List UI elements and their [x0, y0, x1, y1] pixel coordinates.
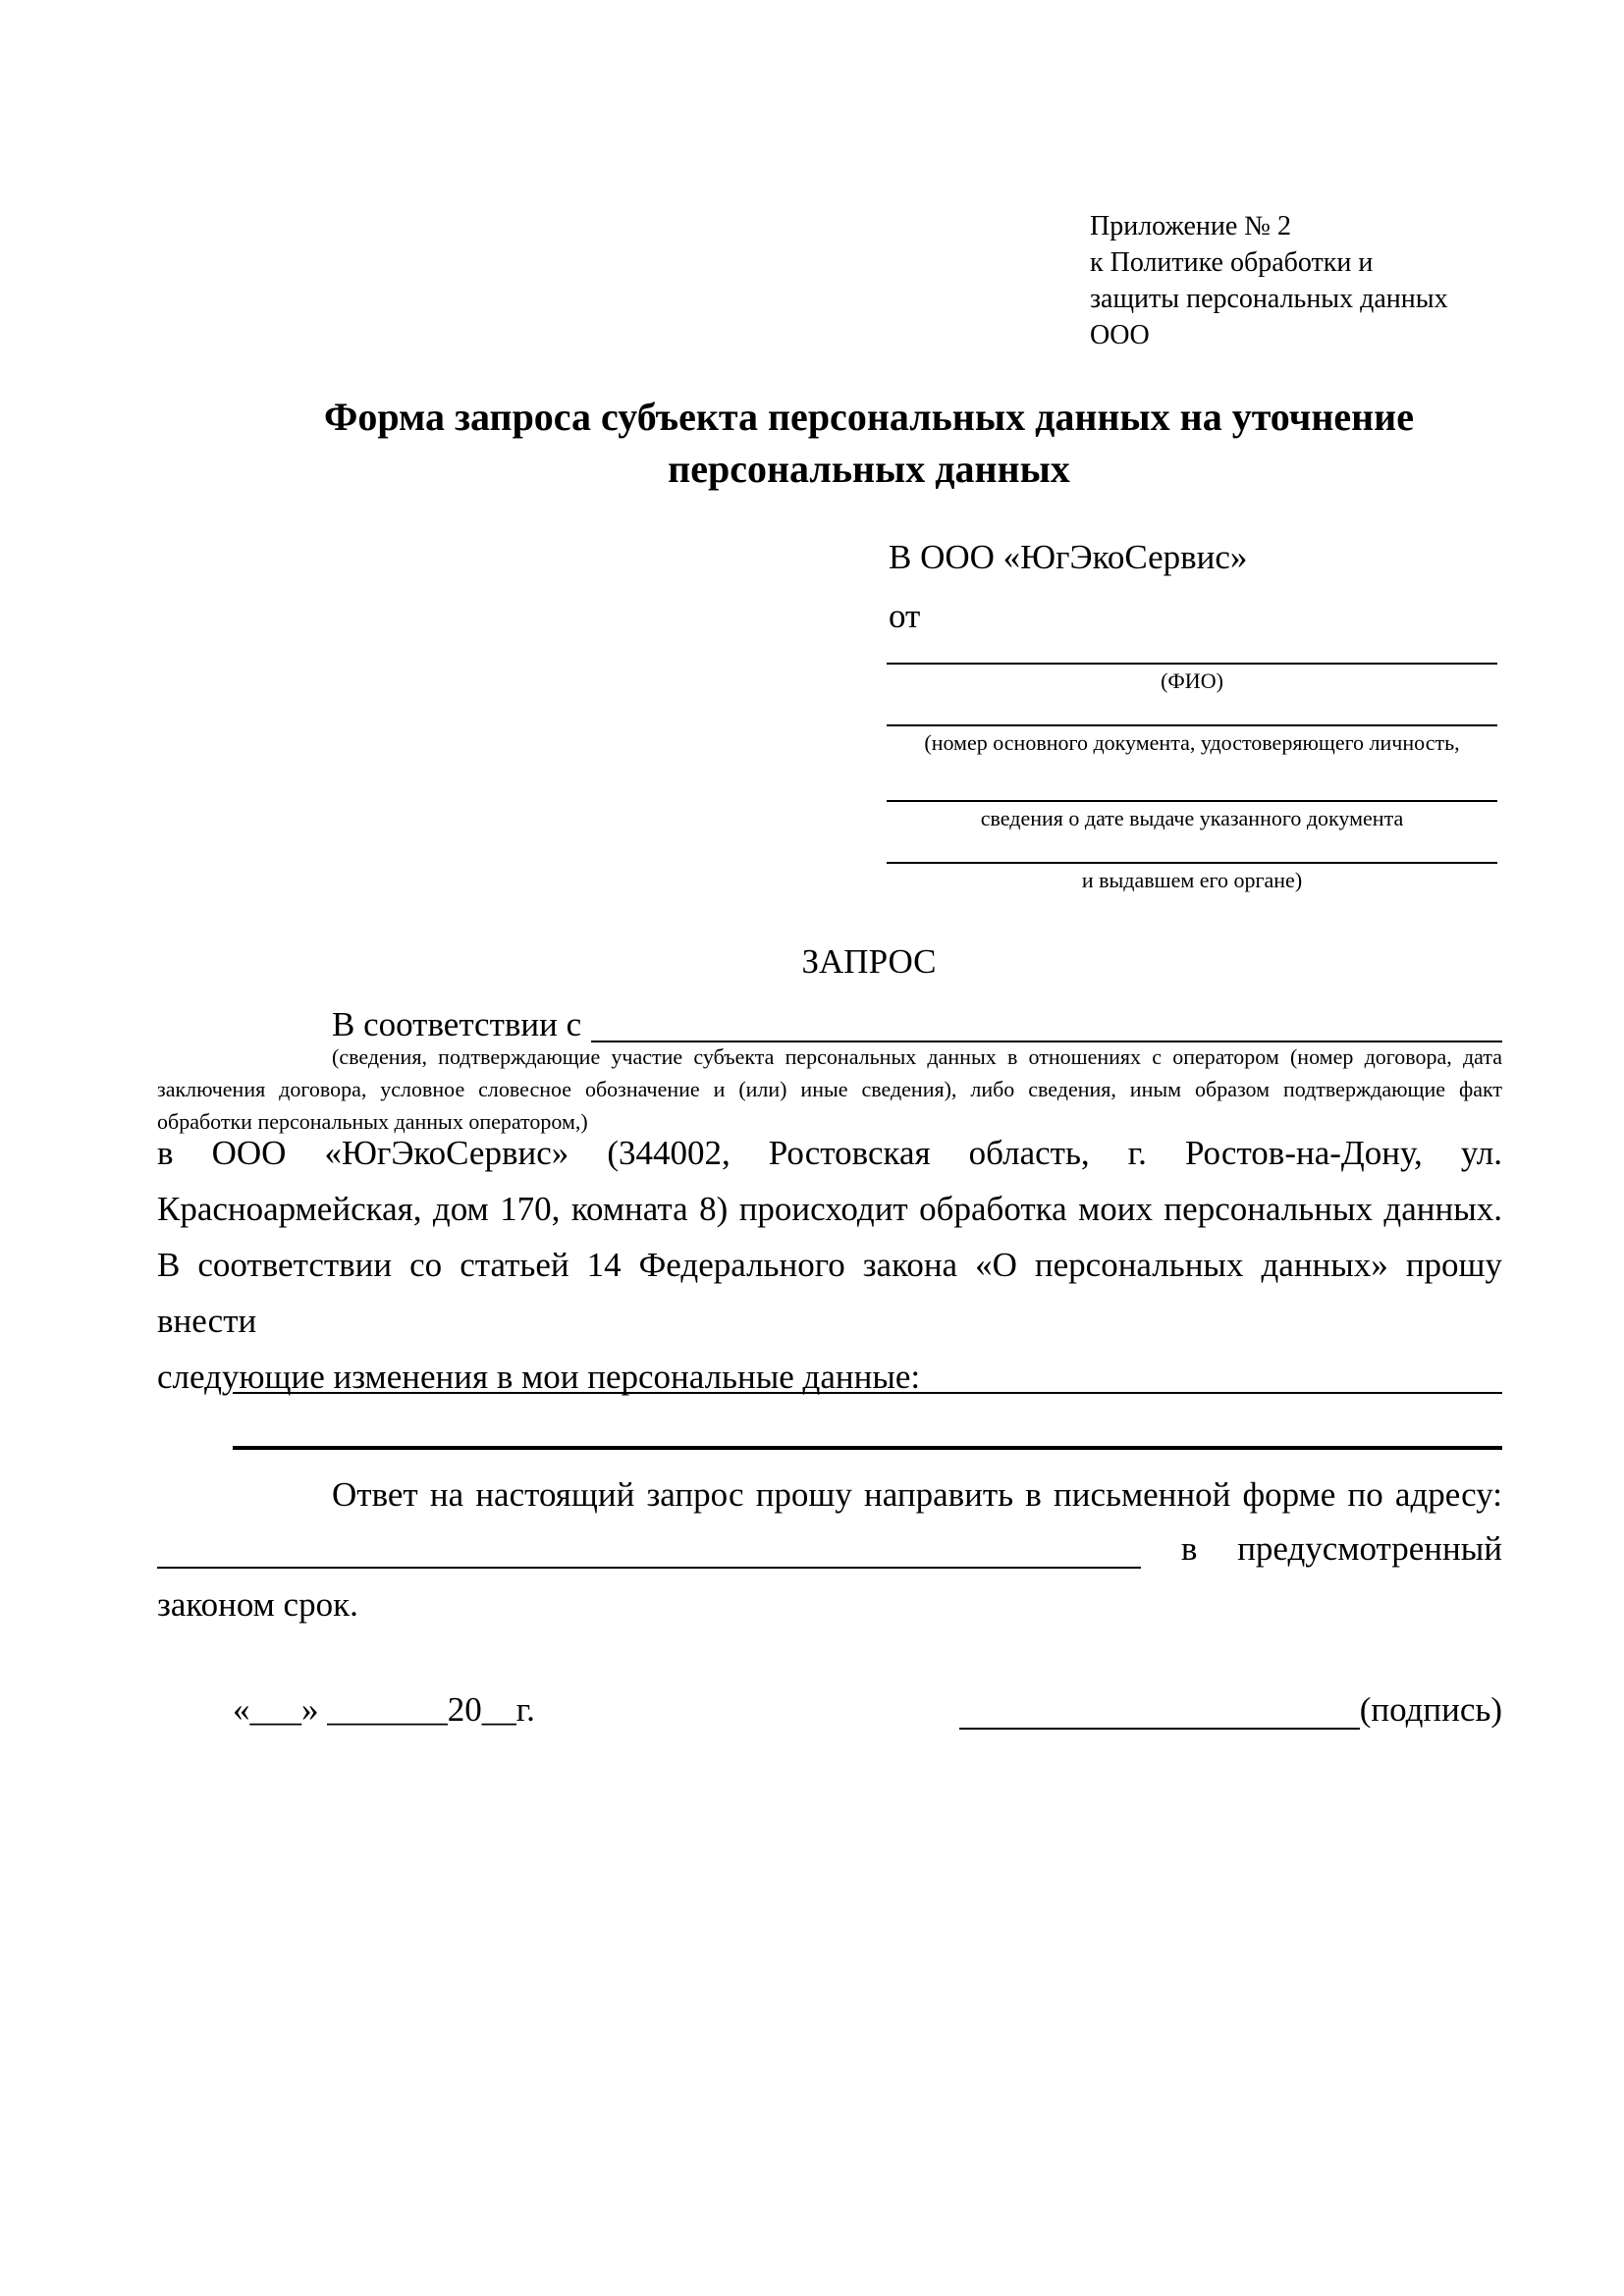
request-body-line: В соответствии со статьей 14 Федерального закона «О персональных данных» прошу внести: [157, 1246, 1502, 1340]
document-number-blank-field: [887, 724, 1497, 756]
addressee-organization: В ООО «ЮгЭкоСервис»: [889, 538, 1248, 576]
changes-blank-line-1: [233, 1392, 1502, 1394]
answer-address-row: [157, 1531, 1502, 1569]
answer-intro: Ответ на настоящий запрос прошу направить в письменной форме по адресу:: [332, 1475, 1502, 1514]
fio-field-caption: (ФИО): [1161, 668, 1223, 693]
date-blank: «___» _______20__г.: [233, 1690, 535, 1729]
appendix-line: к Политике обработки и: [1090, 247, 1374, 278]
basis-caption-line: заключения договора, условное словесное обозначение и (или) иные сведения), либо сведения, иным образом подтверждающие факт: [157, 1077, 1502, 1101]
document-number-field-caption: (номер основного документа, удостоверяющего личность,: [924, 730, 1460, 755]
answer-closing: законом срок.: [157, 1585, 358, 1624]
signature-blank-line: [959, 1690, 1360, 1730]
request-body-line: в ООО «ЮгЭкоСервис» (344002, Ростовская область, г. Ростов-на-Дону, ул.: [157, 1134, 1502, 1172]
appendix-line: Приложение № 2: [1090, 211, 1291, 241]
basis-row: [157, 1005, 1502, 1042]
paragraph-indent: [157, 1005, 332, 1042]
issuing-authority-field-caption: и выдавшем его органе): [1081, 868, 1303, 892]
basis-label: В соответствии с: [332, 1005, 582, 1043]
date-signature-row: [157, 1688, 1502, 1730]
appendix-line: защиты персональных данных: [1090, 284, 1448, 314]
basis-caption: [157, 1041, 1502, 1138]
answer-word: в: [1180, 1529, 1198, 1568]
page-title-line: Форма запроса субъекта персональных данных на уточнение: [324, 395, 1414, 439]
request-body-line: следующие изменения в мои персональные данные:: [157, 1358, 921, 1396]
changes-blank-line-2: [233, 1446, 1502, 1450]
appendix-block: [1090, 208, 1512, 353]
request-heading: ЗАПРОС: [801, 942, 937, 981]
addressee-from-label: от: [889, 597, 921, 635]
basis-caption-line: (сведения, подтверждающие участие субъекта персональных данных в отношениях с оператором (номер договора, дата: [332, 1044, 1502, 1069]
issuing-authority-blank-field: [887, 862, 1497, 893]
answer-word: предусмотренный: [1237, 1529, 1502, 1568]
request-body-line: Красноармейская, дом 170, комната 8) происходит обработка моих персональных данных.: [157, 1190, 1502, 1228]
issue-date-field-caption: сведения о дате выдаче указанного документа: [980, 806, 1404, 830]
fio-blank-field: [887, 663, 1497, 694]
basis-blank-line: [591, 1005, 1502, 1042]
request-body: [157, 1125, 1502, 1405]
basis-caption-line: обработки персональных данных оператором,): [157, 1109, 588, 1134]
issue-date-blank-field: [887, 800, 1497, 831]
signature-caption: (подпись): [1359, 1690, 1502, 1729]
appendix-line: ООО: [1090, 320, 1150, 350]
page-title: [236, 391, 1502, 495]
address-blank-line: [157, 1531, 1141, 1569]
page-title-line: персональных данных: [668, 447, 1070, 491]
